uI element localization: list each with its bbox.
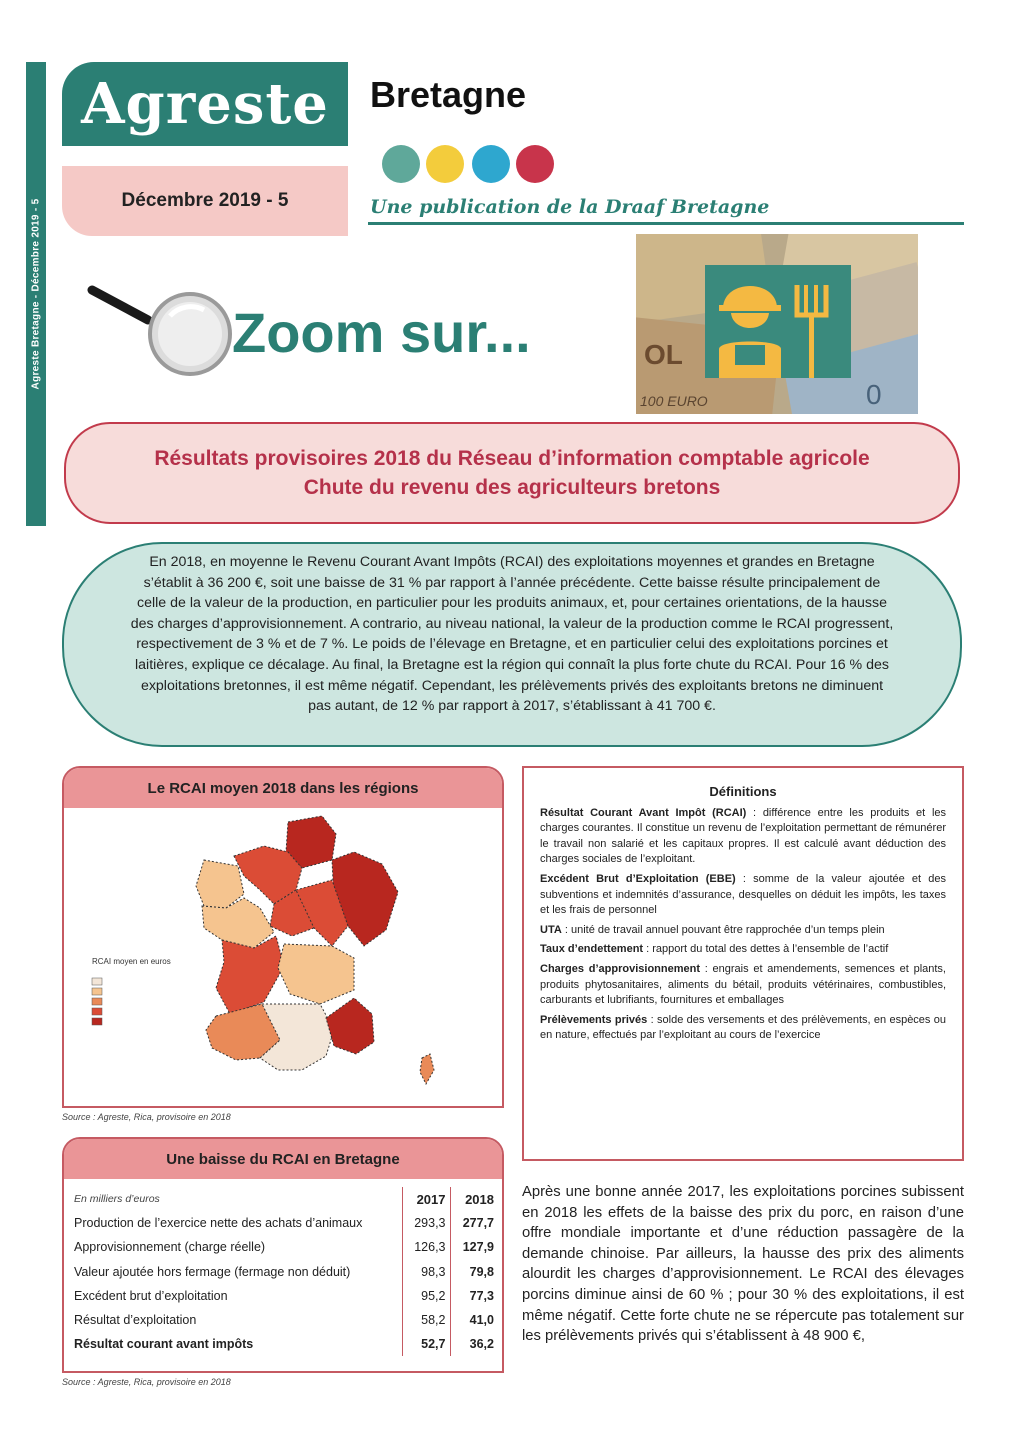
issue-box xyxy=(62,166,348,236)
definition-text: : unité de travail annuel pouvant être rapprochée d’un temps plein xyxy=(561,923,885,936)
table-row xyxy=(72,1332,498,1356)
farmer-icon xyxy=(705,265,851,378)
region-title: Bretagne xyxy=(370,74,527,115)
svg-text:0: 0 xyxy=(866,379,882,410)
value-2017: 58,2 xyxy=(402,1308,450,1332)
definition-item xyxy=(540,806,946,868)
definition-item xyxy=(540,872,946,919)
headline-box xyxy=(64,422,960,524)
dot-blue-icon xyxy=(472,145,510,183)
table-source: Source : Agreste, Rica, provisoire en 2018 xyxy=(62,1377,231,1387)
svg-text:OL: OL xyxy=(644,339,683,370)
definition-item xyxy=(540,1013,946,1044)
value-2017: 293,3 xyxy=(402,1211,450,1235)
column-header-2018: 2018 xyxy=(450,1187,498,1211)
definition-term: Charges d’approvisionnement xyxy=(540,962,700,975)
headline-line-2: Chute du revenu des agriculteurs bretons xyxy=(303,476,721,499)
value-2018: 79,8 xyxy=(450,1260,498,1284)
headline-line-1: Résultats provisoires 2018 du Réseau d’information comptable agricole xyxy=(154,447,870,470)
definitions-box xyxy=(522,766,964,1161)
map-panel xyxy=(62,766,504,1108)
definition-text: : engrais et amendements, semences et plants, produits phytosanitaires, aliments du bétail, produits vétérinaires, combustibles, carburants et lubrifiants, fournitures et emballages xyxy=(540,962,946,1007)
table-row xyxy=(72,1235,498,1259)
dot-teal-icon xyxy=(382,145,420,183)
value-2017: 95,2 xyxy=(402,1284,450,1308)
side-band-text: Agreste Bretagne - Décembre 2019 - 5 xyxy=(30,198,42,390)
definition-item xyxy=(540,923,946,939)
definition-term: Taux d’endettement xyxy=(540,943,644,956)
table-panel xyxy=(62,1137,504,1373)
definition-term: Résultat Courant Avant Impôt (RCAI) xyxy=(540,806,747,819)
value-2018: 36,2 xyxy=(450,1332,498,1356)
table-header-row xyxy=(72,1187,498,1211)
table-row xyxy=(72,1284,498,1308)
zoom-title: Zoom sur... xyxy=(232,301,531,364)
brand-logo xyxy=(62,62,348,146)
legend-swatch-4 xyxy=(92,1008,102,1015)
abstract-box: En 2018, en moyenne le Revenu Courant Avant Impôts (RCAI) des exploitations moyennes et grandes en Bretagne s’établit à 36 200 €, soit une baisse de 31 % par rapport à l’année précédente. Cette baisse résulte principalement de celle de la valeur de la production, en particulier pour les produits animaux, et, pour certaines orientations, de la hausse des charges d’approvisionnement. A contrario, au niveau national, la valeur de la production comme le RCAI progressent, respectivement de 3 % et de 7 %. Le poids de l’élevage en Bretagne, et en particulier celui des exploitations porcines et laitières, explique ce décalage. Au final, la Bretagne est la région qui connaît la plus forte chute du RCAI. Pour 16 % des exploitations bretonnes, il est même négatif. Cependant, les prélèvements privés des exploitants bretons ne diminuent pas autant, de 12 % par rapport à 2017, s’établissant à 41 700 €. xyxy=(62,542,962,747)
header-divider xyxy=(368,222,964,225)
definition-term: UTA xyxy=(540,923,562,936)
row-label: Approvisionnement (charge réelle) xyxy=(74,1240,266,1255)
table-unit: En milliers d’euros xyxy=(74,1193,160,1206)
body-paragraph: Après une bonne année 2017, les exploitations porcines subissent en 2018 les effets de la baisse des prix du porc, en raison d’une offre mondiale importante et d’une réduction passagère de la demande chinoise. Par ailleurs, la hausse des prix des aliments alourdit les charges d’approvisionnement. Le RCAI des élevages porcins diminue ainsi de 60 % ; pour 30 % des exploitations, il est même négatif. Cette forte chute ne se répercute pas totalement sur les prélèvements privés qui s’établissent à 48 900 €, xyxy=(522,1184,964,1345)
table-row xyxy=(72,1308,498,1332)
definition-text: : solde des versements et des prélèvements, en espèces ou en nature, effectués par l’exploitant au cours de l’exercice xyxy=(540,1013,946,1042)
definition-term: Excédent Brut d’Exploitation (EBE) xyxy=(540,872,736,885)
value-2017: 98,3 xyxy=(402,1260,450,1284)
row-label: Résultat d’exploitation xyxy=(74,1313,197,1328)
map-area xyxy=(64,808,502,1106)
legend-swatch-5 xyxy=(92,1018,102,1025)
definitions-title: Définitions xyxy=(709,784,777,799)
france-map xyxy=(64,808,502,1106)
dot-red-icon xyxy=(516,145,554,183)
value-2018: 127,9 xyxy=(450,1235,498,1259)
definition-term: Prélèvements privés xyxy=(540,1013,648,1026)
rcai-table xyxy=(72,1187,498,1356)
table-row xyxy=(72,1211,498,1235)
definition-text: : différence entre les produits et les charges courantes. Il constitue un revenu de l’exploitation permettant de rémunérer le travail non salarié et les capitaux propres. Il est calculé avant déduction des charges sociales de l’exploitant. xyxy=(540,806,947,866)
dot-yellow-icon xyxy=(426,145,464,183)
definition-text: : rapport du total des dettes à l’ensemble de l’actif xyxy=(643,943,889,956)
definition-item xyxy=(540,962,946,1009)
table-title: Une baisse du RCAI en Bretagne xyxy=(64,1139,502,1179)
legend-swatch-1 xyxy=(92,978,102,985)
row-label: Excédent brut d’exploitation xyxy=(74,1288,228,1303)
value-2017: 126,3 xyxy=(402,1235,450,1259)
value-2018: 77,3 xyxy=(450,1284,498,1308)
legend-swatch-3 xyxy=(92,998,102,1005)
row-label: Valeur ajoutée hors fermage (fermage non déduit) xyxy=(74,1264,351,1279)
value-2018: 277,7 xyxy=(450,1211,498,1235)
row-label: Production de l’exercice nette des achats d’animaux xyxy=(74,1216,363,1231)
legend-swatch-2 xyxy=(92,988,102,995)
row-label: Résultat courant avant impôts xyxy=(74,1337,254,1352)
brand-name: Agreste xyxy=(81,71,329,137)
map-legend-title: RCAI moyen en euros xyxy=(92,957,171,966)
definition-text: : somme de la valeur ajoutée et des subventions et indemnités d’assurance, desquelles on déduit les impôts, les taxes et les frais de personnel xyxy=(540,872,946,917)
column-header-2017: 2017 xyxy=(402,1187,450,1211)
map-title: Le RCAI moyen 2018 dans les régions xyxy=(64,768,502,808)
table-row xyxy=(72,1260,498,1284)
magnifier-icon xyxy=(86,276,236,376)
value-2017: 52,7 xyxy=(402,1332,450,1356)
map-source: Source : Agreste, Rica, provisoire en 2018 xyxy=(62,1112,231,1122)
definition-item xyxy=(540,942,946,958)
value-2018: 41,0 xyxy=(450,1308,498,1332)
svg-text:100 EURO: 100 EURO xyxy=(640,393,708,409)
issue-date: Décembre 2019 - 5 xyxy=(121,190,289,211)
publication-line: Une publication de la Draaf Bretagne xyxy=(370,196,770,218)
